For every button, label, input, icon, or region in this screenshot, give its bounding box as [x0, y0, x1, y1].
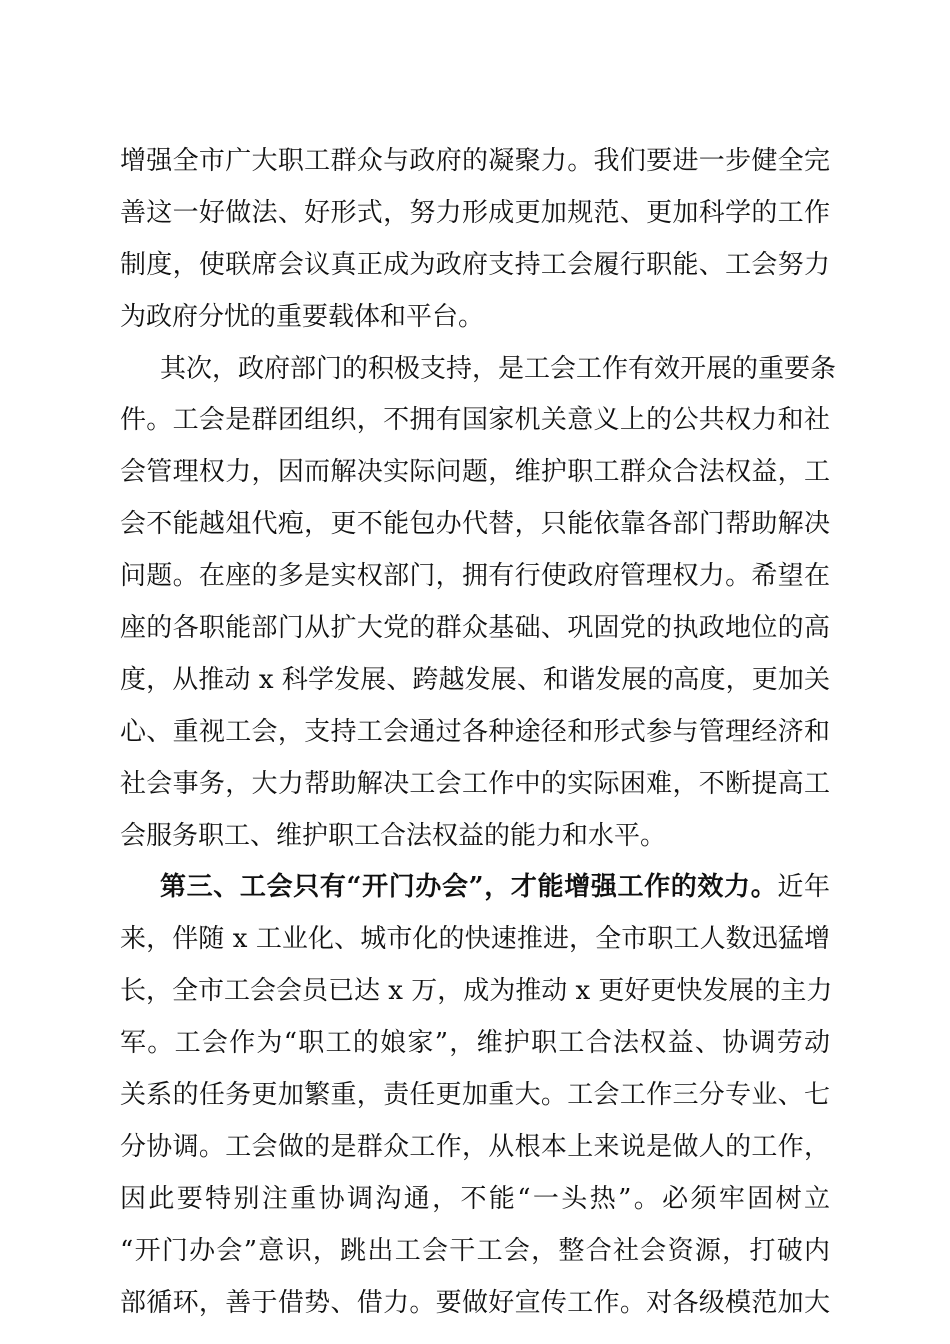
text-line: “开门办会”意识，跳出工会干工会，整合社会资源，打破内	[120, 1235, 830, 1266]
text-line: 心、重视工会，支持工会通过各种途径和形式参与管理经济和	[120, 716, 830, 747]
text-line: 会管理权力，因而解决实际问题，维护职工群众合法权益，工	[120, 457, 830, 488]
text-line: 座的各职能部门从扩大党的群众基础、巩固党的执政地位的高	[120, 613, 830, 644]
text-line: 来，伴随 x 工业化、城市化的快速推进，全市职工人数迅猛增	[120, 924, 830, 955]
text-line: 军。工会作为“职工的娘家”，维护职工合法权益、协调劳动	[120, 1028, 830, 1059]
text-line: 社会事务，大力帮助解决工会工作中的实际困难，不断提高工	[120, 768, 830, 799]
text-line: 分协调。工会做的是群众工作，从根本上来说是做人的工作，	[120, 1131, 830, 1162]
text-line: 长，全市工会会员已达 x 万，成为推动 x 更好更快发展的主力	[120, 976, 833, 1007]
text-line: 制度，使联席会议真正成为政府支持工会履行职能、工会努力	[120, 249, 830, 280]
text-line: 为政府分忧的重要载体和平台。	[120, 301, 485, 332]
text-line: 会服务职工、维护职工合法权益的能力和水平。	[120, 820, 667, 851]
text-line: 关系的任务更加繁重，责任更加重大。工会工作三分专业、七	[120, 1080, 830, 1111]
paragraph-first-line	[120, 862, 830, 914]
text-line: 问题。在座的多是实权部门，拥有行使政府管理权力。希望在	[120, 561, 830, 592]
text-line: 善这一好做法、好形式，努力形成更加规范、更加科学的工作	[120, 197, 830, 228]
text-line: 增强全市广大职工群众与政府的凝聚力。我们要进一步健全完	[120, 146, 830, 176]
text-line: 因此要特别注重协调沟通，不能“一头热”。必须牢固树立	[120, 1183, 830, 1214]
document-body	[120, 136, 837, 1329]
text-line: 会不能越俎代疱，更不能包办代替，只能依靠各部门帮助解决	[120, 509, 830, 540]
text-run: 近年	[777, 872, 830, 903]
text-line: 度，从推动 x 科学发展、跨越发展、和谐发展的高度，更加关	[120, 664, 830, 695]
section-heading: 第三、工会只有“开门办会”，才能增强工作的效力。	[160, 872, 778, 903]
text-line: 件。工会是群团组织，不拥有国家机关意义上的公共权力和社	[120, 405, 830, 436]
text-line: 部循环，善于借势、借力。要做好宣传工作。对各级模范加大	[120, 1287, 830, 1318]
paragraph-first-line: 其次，政府部门的积极支持，是工会工作有效开展的重要条	[160, 353, 837, 384]
